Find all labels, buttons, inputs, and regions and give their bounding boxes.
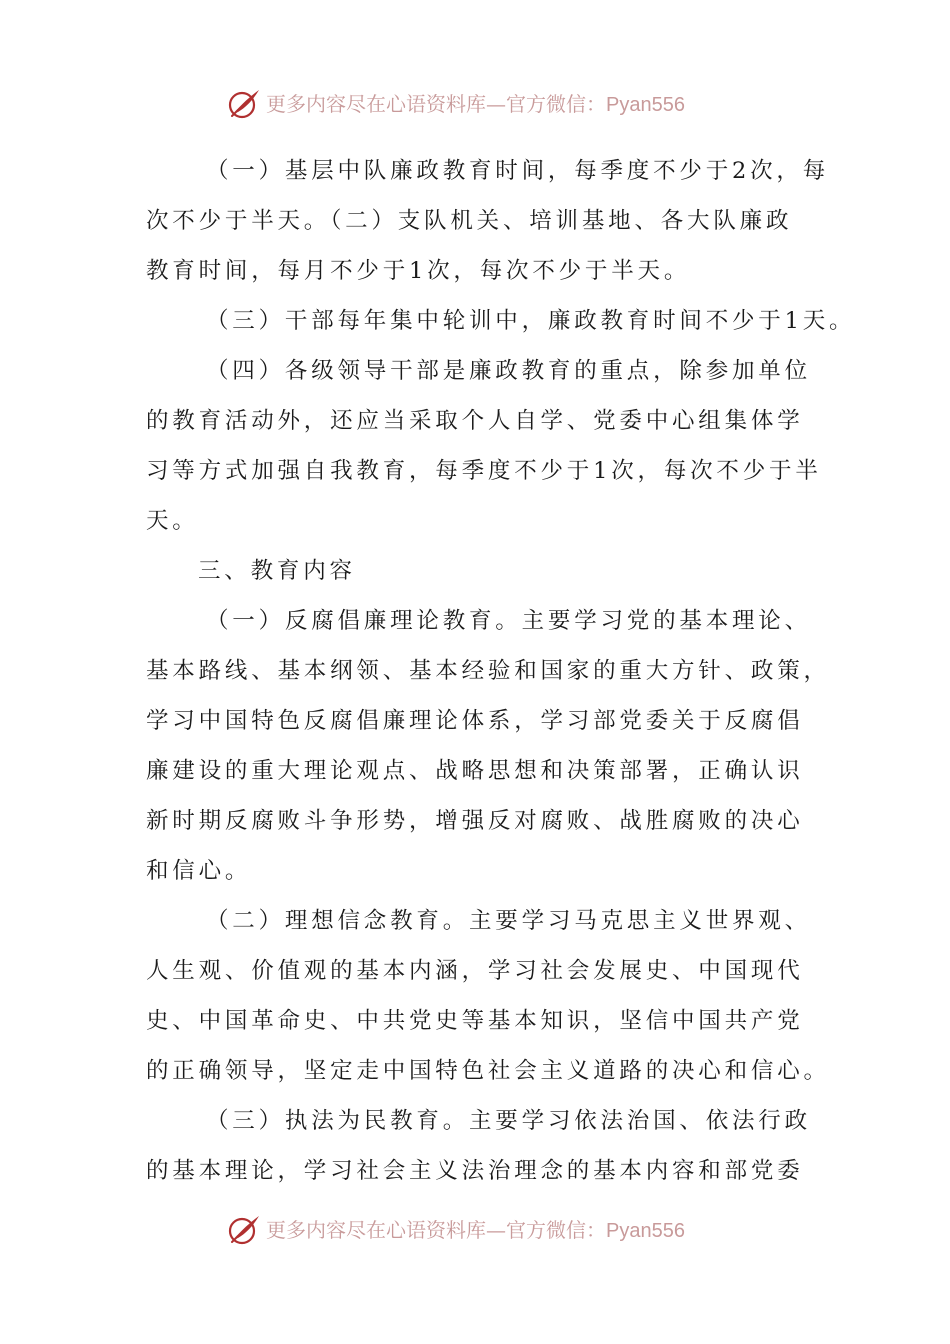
banner-wechat-id: Pyan556 (606, 94, 685, 116)
paragraph-line: （四）各级领导干部是廉政教育的重点，除参加单位 (206, 358, 811, 384)
footer-banner (0, 1210, 950, 1250)
banner-wechat-id: Pyan556 (606, 1220, 685, 1242)
paragraph-line: 史、中国革命史、中共党史等基本知识，坚信中国共产党 (146, 1008, 804, 1034)
paragraph-line: （三）干部每年集中轮训中，廉政教育时间不少于1天。 (206, 308, 856, 334)
paragraph-line: 教育时间，每月不少于1次，每次不少于半天。 (146, 258, 691, 284)
banner-text (266, 1216, 685, 1245)
paragraph-line: 人生观、价值观的基本内涵，学习社会发展史、中国现代 (146, 958, 804, 984)
paragraph-line: 的教育活动外，还应当采取个人自学、党委中心组集体学 (146, 408, 804, 434)
paragraph-line: （二）理想信念教育。主要学习马克思主义世界观、 (206, 908, 811, 934)
paragraph-line: 次不少于半天。（二）支队机关、培训基地、各大队廉政 (146, 208, 793, 234)
paragraph-line: 天。 (146, 508, 199, 534)
paragraph-line: 的基本理论，学习社会主义法治理念的基本内容和部党委 (146, 1158, 804, 1184)
banner-slogan: 更多内容尽在心语资料库—官方微信： (266, 1218, 606, 1242)
document-body (146, 146, 856, 1196)
quill-logo-icon (226, 86, 262, 122)
paragraph-line: （三）执法为民教育。主要学习依法治国、依法行政 (206, 1108, 811, 1134)
paragraph-line: 和信心。 (146, 858, 252, 884)
paragraph-line: 新时期反腐败斗争形势，增强反对腐败、战胜腐败的决心 (146, 808, 804, 834)
paragraph-line: 习等方式加强自我教育，每季度不少于1次，每次不少于半 (146, 458, 822, 484)
paragraph-line: （一）基层中队廉政教育时间，每季度不少于2次，每 (206, 158, 830, 184)
paragraph-line: 学习中国特色反腐倡廉理论体系，学习部党委关于反腐倡 (146, 708, 804, 734)
section-heading: 三、教育内容 (198, 558, 356, 584)
header-banner (0, 84, 950, 124)
banner-slogan: 更多内容尽在心语资料库—官方微信： (266, 92, 606, 116)
banner-text (266, 90, 685, 119)
paragraph-line: 廉建设的重大理论观点、战略思想和决策部署，正确认识 (146, 758, 804, 784)
paragraph-line: 基本路线、基本纲领、基本经验和国家的重大方针、政策， (146, 658, 830, 684)
paragraph-line: 的正确领导，坚定走中国特色社会主义道路的决心和信心。 (146, 1058, 830, 1084)
paragraph-line: （一）反腐倡廉理论教育。主要学习党的基本理论、 (206, 608, 811, 634)
quill-logo-icon (226, 1212, 262, 1248)
